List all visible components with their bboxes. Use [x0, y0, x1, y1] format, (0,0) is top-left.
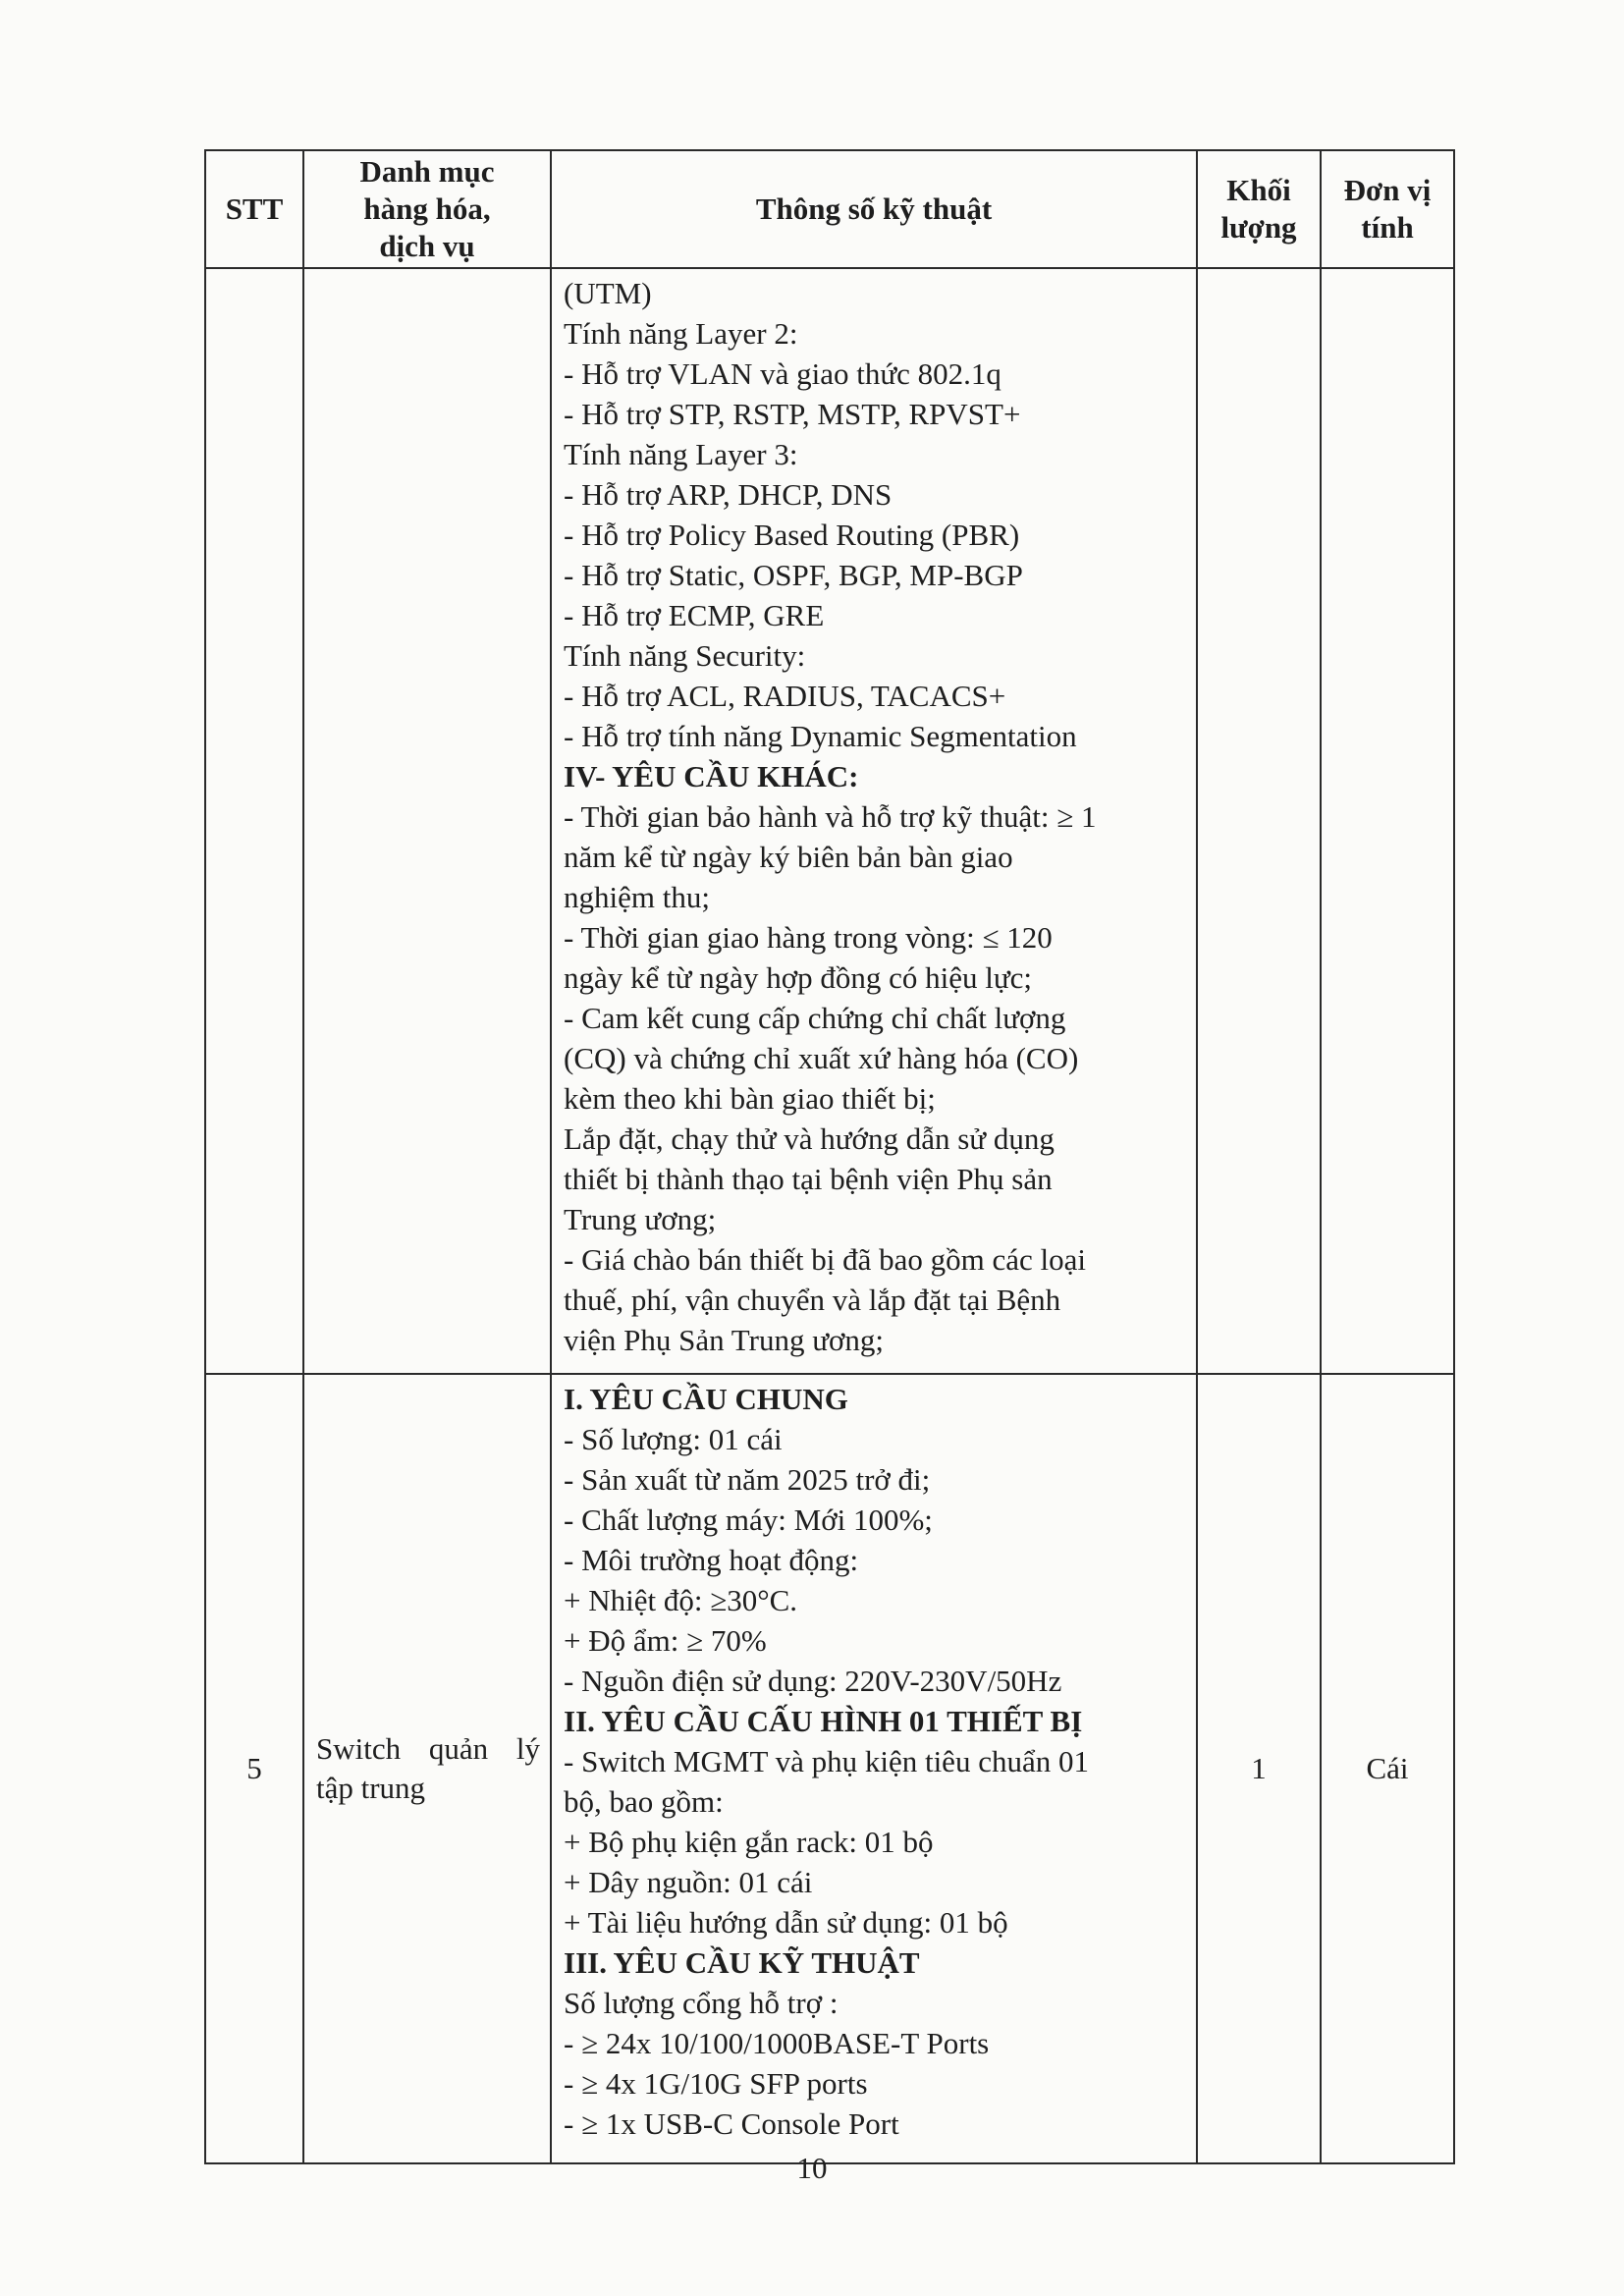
spec-line: - Hỗ trợ tính năng Dynamic Segmentation [564, 719, 1077, 753]
spec-line: thiết bị thành thạo tại bệnh viện Phụ sản [564, 1162, 1053, 1196]
spec-section-heading: IV- YÊU CẦU KHÁC: [564, 759, 859, 793]
spec-line: - Thời gian giao hàng trong vòng: ≤ 120 [564, 920, 1053, 955]
header-category-line: dịch vụ [379, 229, 475, 263]
spec-line: + Bộ phụ kiện gắn rack: 01 bộ [564, 1825, 934, 1859]
category-line: Switch quản lý [316, 1731, 540, 1766]
cell-stt: 5 [205, 1374, 303, 2163]
spec-line: - Hỗ trợ Policy Based Routing (PBR) [564, 518, 1020, 552]
spec-table [204, 149, 1455, 2164]
spec-line: Tính năng Security: [564, 638, 806, 673]
spec-line: Trung ương; [564, 1202, 717, 1236]
header-spec: Thông số kỹ thuật [551, 150, 1197, 268]
spec-line: - Sản xuất từ năm 2025 trở đi; [564, 1462, 931, 1497]
header-unit-line: Đơn vị [1343, 173, 1432, 207]
spec-line: bộ, bao gồm: [564, 1784, 724, 1819]
cell-spec [551, 268, 1197, 1374]
spec-line: + Tài liệu hướng dẫn sử dụng: 01 bộ [564, 1905, 1008, 1940]
spec-section-heading: I. YÊU CẦU CHUNG [564, 1382, 848, 1416]
spec-line: - Hỗ trợ VLAN và giao thức 802.1q [564, 356, 1001, 391]
spec-line: (UTM) [564, 276, 652, 310]
header-unit [1321, 150, 1454, 268]
cell-unit [1321, 268, 1454, 1374]
spec-line: - Giá chào bán thiết bị đã bao gồm các loại [564, 1242, 1086, 1277]
table-header-row [205, 150, 1454, 268]
spec-line: - Môi trường hoạt động: [564, 1543, 859, 1577]
spec-line: kèm theo khi bàn giao thiết bị; [564, 1081, 936, 1116]
spec-line: - Hỗ trợ ACL, RADIUS, TACACS+ [564, 679, 1006, 713]
spec-line: - Chất lượng máy: Mới 100%; [564, 1503, 933, 1537]
spec-line: (CQ) và chứng chỉ xuất xứ hàng hóa (CO) [564, 1041, 1079, 1075]
spec-line: thuế, phí, vận chuyển và lắp đặt tại Bệnh [564, 1283, 1061, 1317]
header-category-line: hàng hóa, [363, 191, 491, 226]
cell-category [303, 1374, 551, 2163]
header-quantity-line: Khối [1226, 173, 1291, 207]
spec-line: - Switch MGMT và phụ kiện tiêu chuẩn 01 [564, 1744, 1089, 1778]
spec-line: + Dây nguồn: 01 cái [564, 1865, 813, 1899]
spec-line: năm kể từ ngày ký biên bản bàn giao [564, 840, 1013, 874]
header-stt: STT [205, 150, 303, 268]
spec-line: - ≥ 4x 1G/10G SFP ports [564, 2066, 868, 2101]
spec-line: - Hỗ trợ STP, RSTP, MSTP, RPVST+ [564, 397, 1021, 431]
spec-line: - Cam kết cung cấp chứng chỉ chất lượng [564, 1001, 1066, 1035]
header-quantity [1197, 150, 1321, 268]
spec-line: ngày kể từ ngày hợp đồng có hiệu lực; [564, 960, 1033, 995]
spec-line: Tính năng Layer 2: [564, 316, 798, 351]
spec-line: - Số lượng: 01 cái [564, 1422, 783, 1456]
spec-line: - Hỗ trợ ECMP, GRE [564, 598, 825, 632]
spec-section-heading: II. YÊU CẦU CẤU HÌNH 01 THIẾT BỊ [564, 1704, 1083, 1738]
cell-stt [205, 268, 303, 1374]
spec-line: Số lượng cổng hỗ trợ : [564, 1986, 839, 2020]
spec-line: nghiệm thu; [564, 880, 710, 914]
page-number: 10 [796, 2151, 828, 2185]
category-line: tập trung [316, 1771, 426, 1805]
cell-spec [551, 1374, 1197, 2163]
table-row [205, 268, 1454, 1374]
spec-section-heading: III. YÊU CẦU KỸ THUẬT [564, 1945, 920, 1980]
spec-line: viện Phụ Sản Trung ương; [564, 1323, 885, 1357]
table-row [205, 1374, 1454, 2163]
header-category [303, 150, 551, 268]
cell-quantity [1197, 268, 1321, 1374]
spec-line: - Hỗ trợ ARP, DHCP, DNS [564, 477, 893, 512]
header-unit-line: tính [1361, 210, 1414, 245]
spec-line: - ≥ 24x 10/100/1000BASE-T Ports [564, 2026, 990, 2060]
header-quantity-line: lượng [1220, 210, 1297, 245]
header-category-line: Danh mục [359, 154, 495, 189]
spec-line: - Hỗ trợ Static, OSPF, BGP, MP-BGP [564, 558, 1023, 592]
spec-line: - ≥ 1x USB-C Console Port [564, 2106, 899, 2141]
spec-line: Lắp đặt, chạy thử và hướng dẫn sử dụng [564, 1121, 1055, 1156]
spec-line: Tính năng Layer 3: [564, 437, 798, 471]
cell-category [303, 268, 551, 1374]
spec-line: + Nhiệt độ: ≥30°C. [564, 1583, 798, 1617]
spec-line: + Độ ẩm: ≥ 70% [564, 1623, 767, 1658]
cell-quantity: 1 [1197, 1374, 1321, 2163]
cell-unit: Cái [1321, 1374, 1454, 2163]
spec-line: - Thời gian bảo hành và hỗ trợ kỹ thuật: ≥ 1 [564, 799, 1097, 834]
spec-line: - Nguồn điện sử dụng: 220V-230V/50Hz [564, 1664, 1062, 1698]
